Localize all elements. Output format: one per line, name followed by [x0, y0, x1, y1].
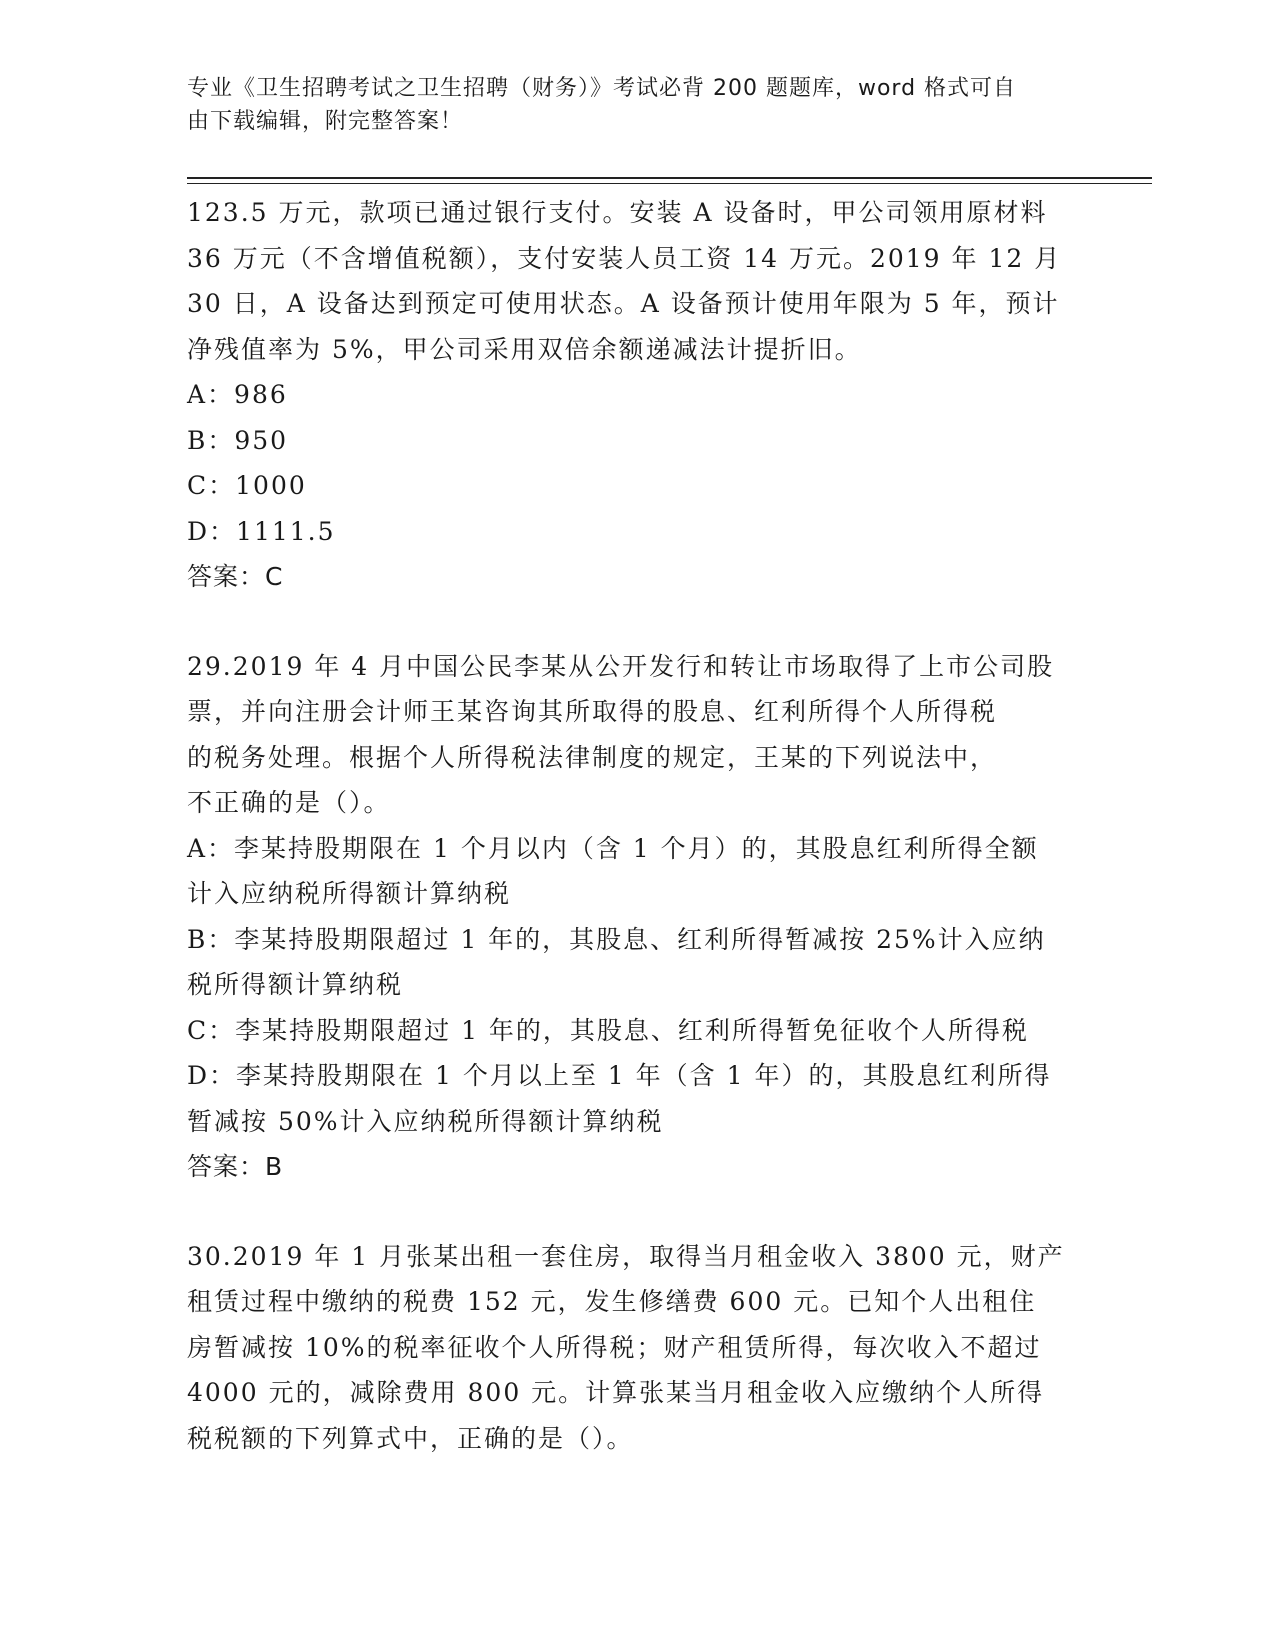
header-line-1: 专业《卫生招聘考试之卫生招聘（财务）》考试必背 200 题题库，word 格式可自: [187, 76, 1017, 101]
option-a: A：986: [187, 380, 288, 409]
option-d: D：1111.5: [187, 516, 336, 546]
option-a: [187, 826, 1087, 917]
question-30-stem: [187, 1234, 1087, 1462]
stem-line: 房暂减按 10%的税率征收个人所得税；财产租赁所得，每次收入不超过: [187, 1332, 1042, 1362]
stem-line: 30 日，A 设备达到预定可使用状态。A 设备预计使用年限为 5 年，预计: [187, 289, 1060, 318]
option-line: B：李某持股期限超过 1 年的，其股息、红利所得暂减按 25%计入应纳: [187, 924, 1046, 954]
stem-line: 不正确的是（）。: [187, 788, 391, 817]
option-line: C：李某持股期限超过 1 年的，其股息、红利所得暂免征收个人所得税: [187, 1015, 1029, 1045]
option-c: [187, 1008, 1087, 1054]
question-28-options: [187, 372, 1087, 554]
option-line: 税所得额计算纳税: [187, 970, 404, 999]
stem-line: 29.2019 年 4 月中国公民李某从公开发行和转让市场取得了上市公司股: [187, 651, 1055, 681]
question-28-answer: 答案：C: [187, 562, 284, 591]
spacer: [187, 600, 1087, 644]
option-line: A：李某持股期限在 1 个月以内（含 1 个月）的，其股息红利所得全额: [187, 833, 1039, 863]
stem-line: 123.5 万元，款项已通过银行支付。安装 A 设备时，甲公司领用原材料: [187, 198, 1048, 227]
option-d: [187, 1053, 1087, 1144]
question-29-answer: 答案：B: [187, 1152, 284, 1181]
header-rule-thick: [187, 177, 1152, 179]
stem-line: 4000 元的，减除费用 800 元。计算张某当月租金收入应缴纳个人所得: [187, 1378, 1045, 1407]
question-28-stem: [187, 190, 1087, 372]
option-line: 计入应纳税所得额计算纳税: [187, 879, 512, 908]
page-header: [187, 72, 1067, 138]
question-29-options: [187, 826, 1087, 1145]
spacer: [187, 1190, 1087, 1234]
option-line: 暂减按 50%计入应纳税所得额计算纳税: [187, 1106, 664, 1136]
stem-line: 36 万元（不含增值税额），支付安装人员工资 14 万元。2019 年 12 月: [187, 243, 1062, 273]
header-rule-thin: [187, 183, 1152, 184]
stem-line: 的税务处理。根据个人所得税法律制度的规定，王某的下列说法中，: [187, 742, 998, 772]
stem-line: 税税额的下列算式中，正确的是（）。: [187, 1423, 634, 1453]
stem-line: 票，并向注册会计师王某咨询其所取得的股息、红利所得个人所得税: [187, 697, 998, 726]
question-29-stem: [187, 644, 1087, 826]
option-c: C：1000: [187, 471, 307, 500]
option-b: B：950: [187, 425, 289, 455]
option-b: [187, 917, 1087, 1008]
stem-line: 30.2019 年 1 月张某出租一套住房，取得当月租金收入 3800 元，财产: [187, 1241, 1065, 1271]
stem-line: 租赁过程中缴纳的税费 152 元，发生修缮费 600 元。已知个人出租住: [187, 1287, 1037, 1316]
option-line: D：李某持股期限在 1 个月以上至 1 年（含 1 年）的，其股息红利所得: [187, 1061, 1052, 1090]
header-line-2: 由下载编辑，附完整答案！: [187, 109, 464, 134]
stem-line: 净残值率为 5%，甲公司采用双倍余额递减法计提折旧。: [187, 334, 862, 364]
question-content: [187, 190, 1087, 1461]
